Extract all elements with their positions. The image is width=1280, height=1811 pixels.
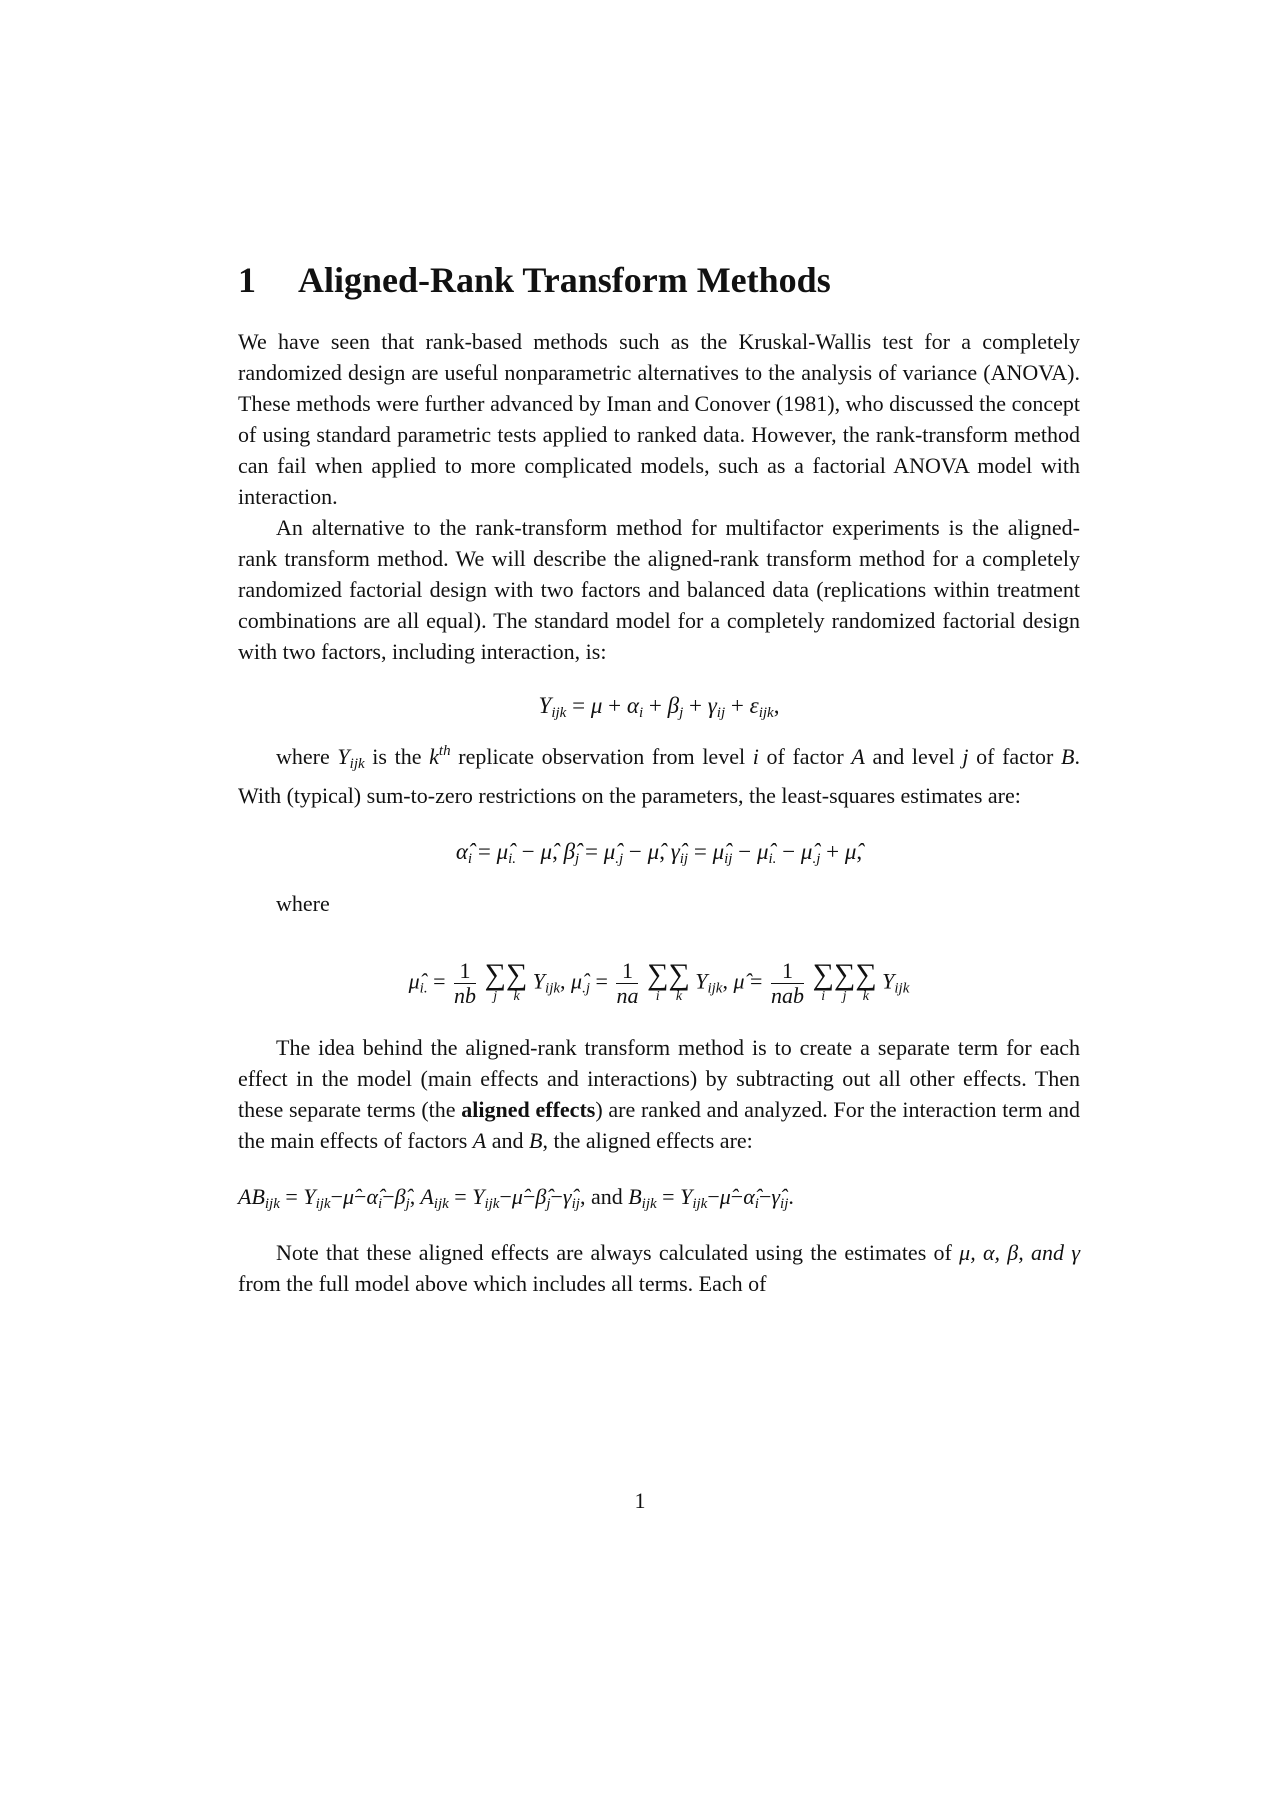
- section-number: 1: [238, 260, 256, 300]
- where-label: where: [276, 891, 330, 916]
- section-title: Aligned-Rank Transform Methods: [298, 260, 831, 300]
- page-content: [238, 258, 1080, 1299]
- model-equation: $Y_{ijk} = \mu + \alpha_i + \beta_j + \gamma_{ij} + \varepsilon_{ijk}$,: [538, 693, 780, 721]
- paragraph-idea: The idea behind the aligned-rank transform method is to create a separate term for each effect in the model (main effects and interactions) by subtracting out all other effects. Then these separate terms (the aligned effects) are ranked and analyzed. For the interaction term and the main effects of factors A and B, the aligned effects are:: [238, 1035, 1081, 1153]
- page-number: 1: [634, 1488, 646, 1513]
- estimates-equation: $\alphâ_i$ = $\mû_{i.}$ − μ̂, $\betâ_j$ = $\mû_{.j}$ − μ̂, $\gammâ_{ij}$ = $\mû_{ij}$ − $\mû_{i.}$ − $\mû_{.j}$ + μ̂,: [455, 839, 863, 867]
- means-equation: $\mû_{i.}$ = $\frac{1}{nb}$ ∑ j ∑ k $Y_{ijk}$, $\mû_{.j}$ = $\frac{1}{na}$ ∑ i ∑ k $Y_{ijk}$, μ̂ = $\frac{1}{\text{nab}}$ ∑ i ∑ j ∑ k $Y_{ijk}$: [408, 957, 910, 1008]
- paragraph-alternative: An alternative to the rank-transform method for multifactor experiments is the aligned-rank transform method. We will describe the aligned-rank transform method for a completely randomized factorial design with two factors and balanced data (replications within treatment combinations are all equal). The standard model for a completely randomized factorial design with two factors, including interaction, is:: [238, 515, 1080, 664]
- paragraph-note: Note that these aligned effects are always calculated using the estimates of μ, α, β, and γ from the full model above which includes all terms. Each of: [238, 1240, 1080, 1296]
- aligned-effects-equation: $AB_{ijk}$ = $Y_{ijk}-\mû-\alphâ_i-\betâ_j$, $A_{ijk}$ = $Y_{ijk}-\mû-\betâ_j-\gammâ_{ij}$, and $B_{ijk}$ = $Y_{ijk}-\mû-\alphâ_i-\gammâ_{ij}$.: [238, 1184, 794, 1212]
- paragraph-where-yijk: where $Y_{ijk}$ is the $k^{th}$ replicate observation from level i of factor A and level j of factor B. With (typical) sum-to-zero restrictions on the parameters, the least-squares estimates are:: [238, 743, 1080, 808]
- section-heading: [238, 258, 1080, 302]
- paragraph-intro: We have seen that rank-based methods such as the Kruskal-Wallis test for a completely randomized design are useful nonparametric alternatives to the analysis of variance (ANOVA). These methods were further advanced by Iman and Conover (1981), who discussed the concept of using standard parametric tests applied to ranked data. However, the rank-transform method can fail when applied to more complicated models, such as a factorial ANOVA model with interaction.: [238, 329, 1080, 509]
